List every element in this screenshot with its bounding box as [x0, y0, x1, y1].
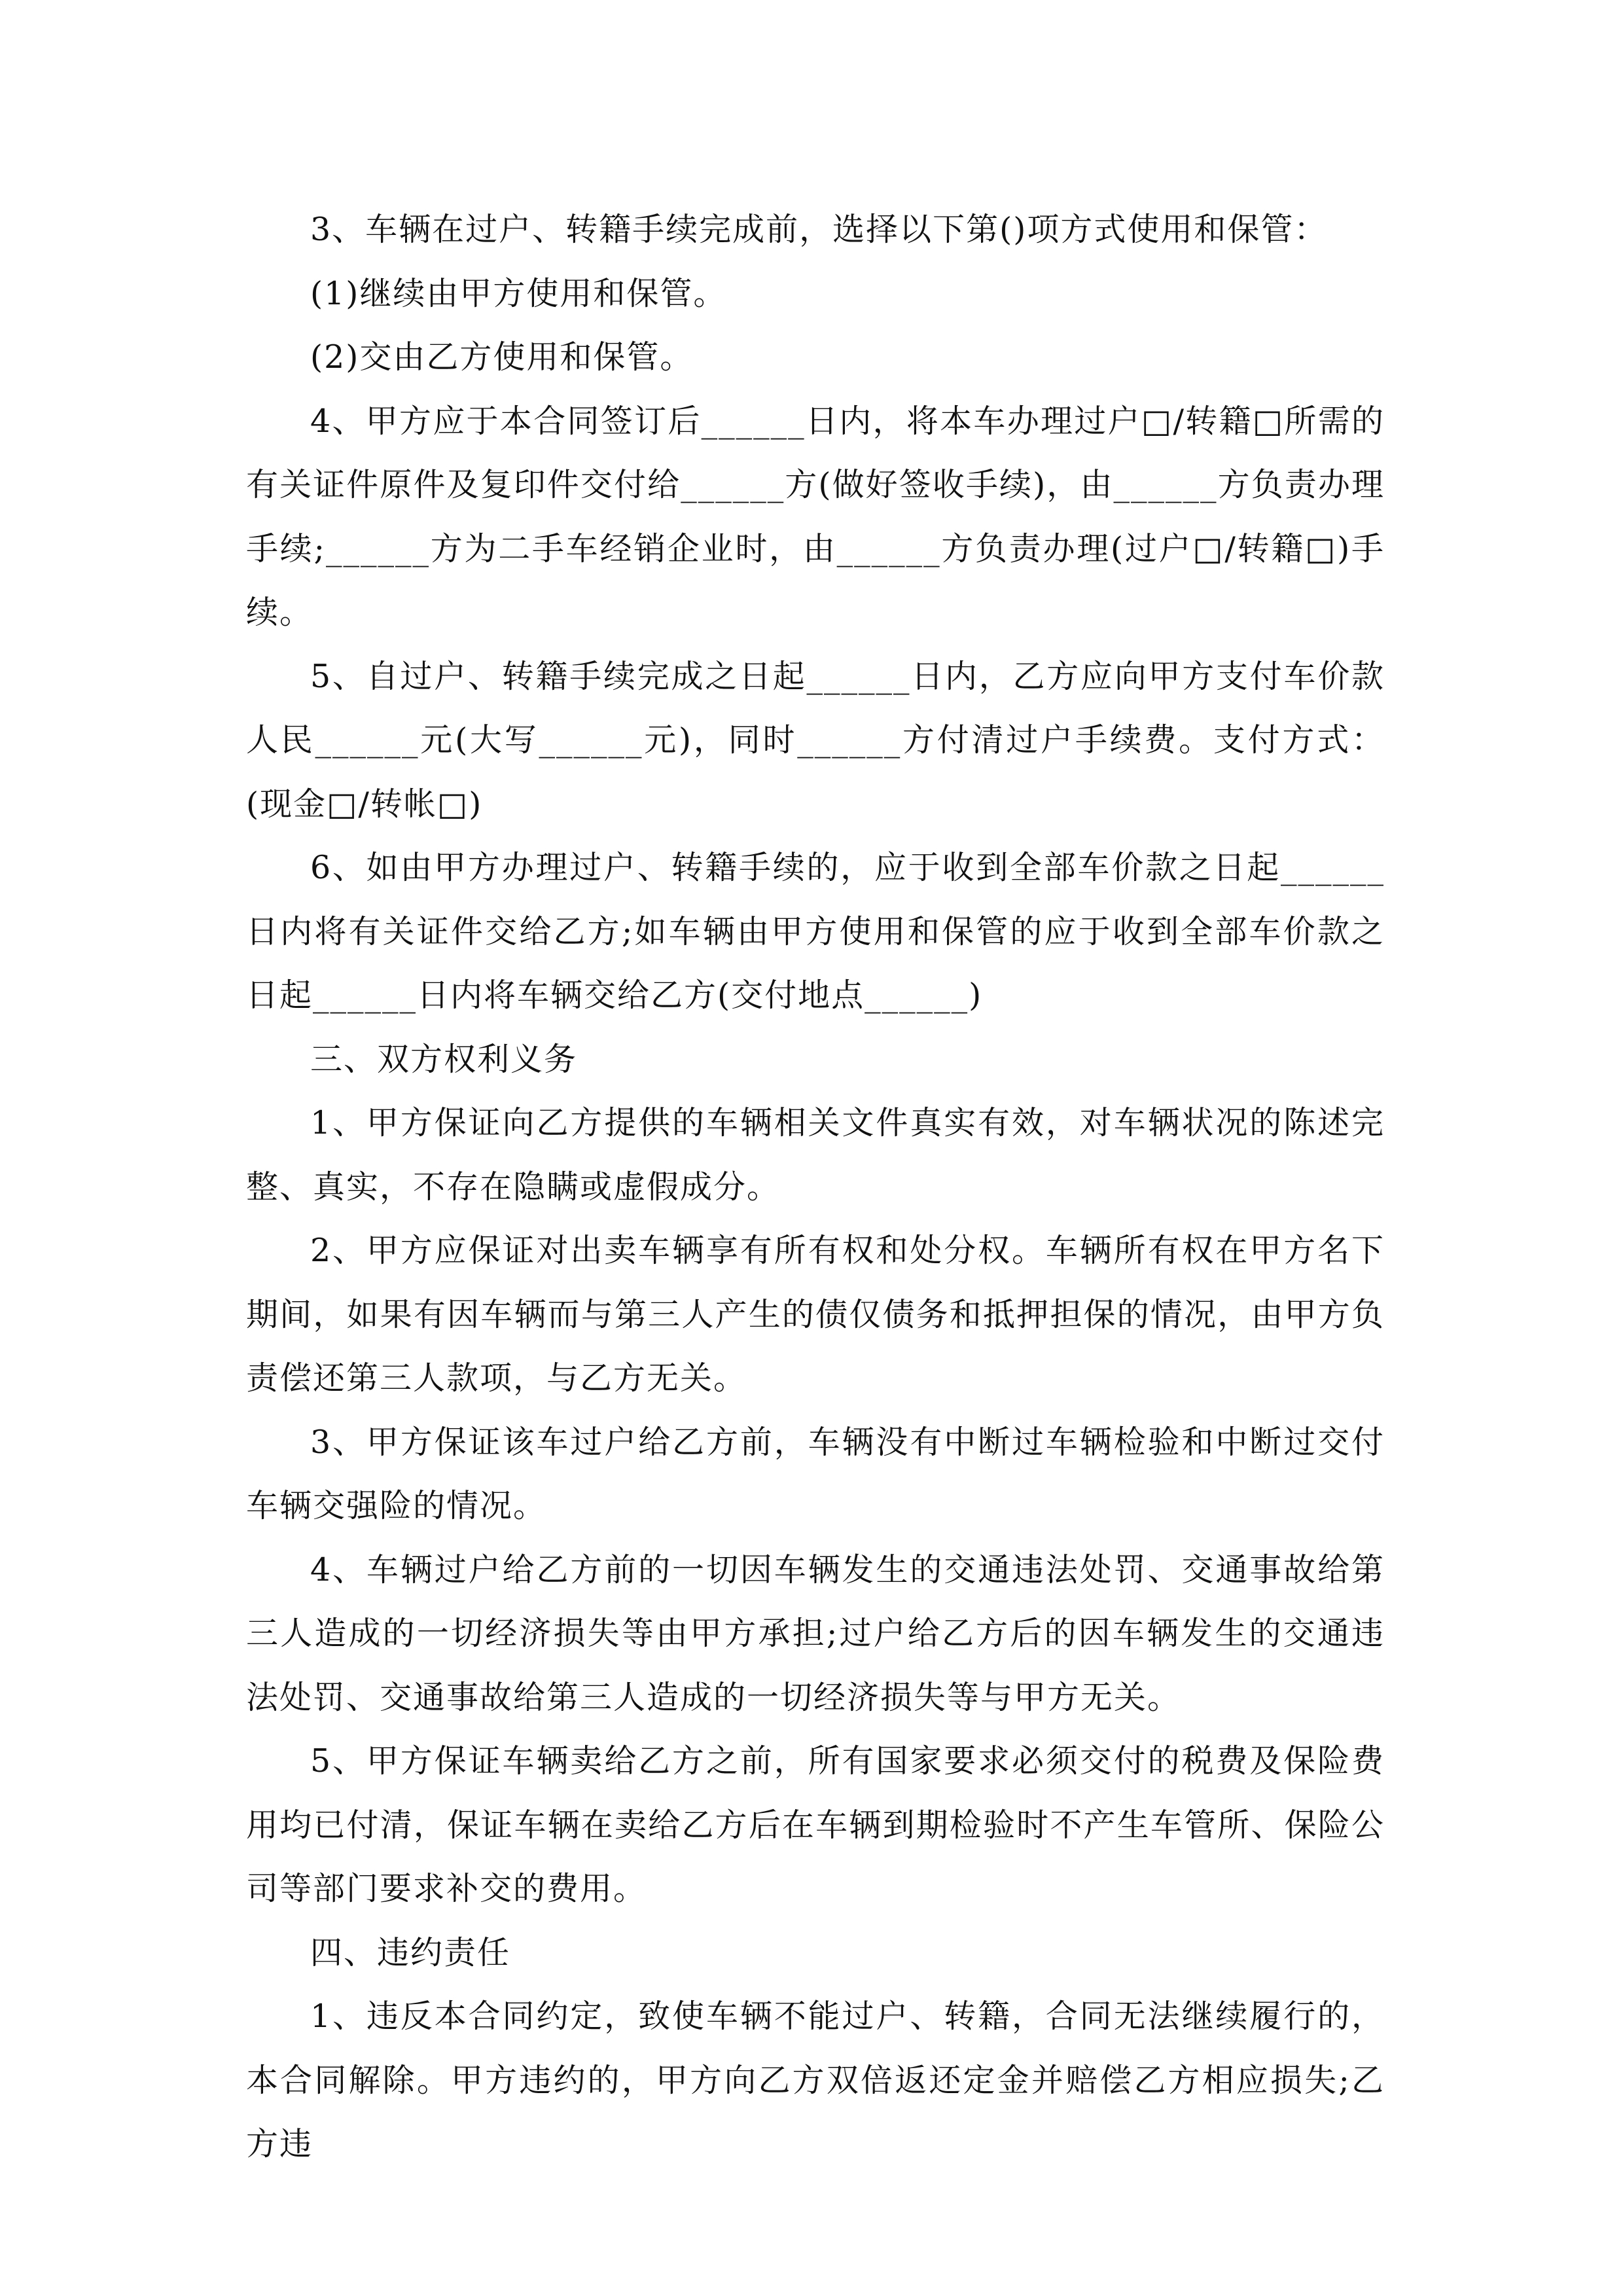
obligation-2: 2、甲方应保证对出卖车辆享有所有权和处分权。车辆所有权在甲方名下期间，如果有因车辆而与第三人产生的债仅债务和抵押担保的情况，由甲方负责偿还第三人款项，与乙方无关。 — [246, 1232, 1385, 1397]
option-1: (1)继续由甲方使用和保管。 — [310, 274, 727, 312]
obligation-1: 1、甲方保证向乙方提供的车辆相关文件真实有效，对车辆状况的陈述完整、真实，不存在隐瞒或虚假成分。 — [246, 1104, 1385, 1206]
liability-1: 1、违反本合同约定，致使车辆不能过户、转籍，合同无法继续履行的，本合同解除。甲方违约的，甲方向乙方双倍返还定金并赔偿乙方相应损失;乙方违 — [246, 1998, 1385, 2162]
clause-5-payment: 5、自过户、转籍手续完成之日起______日内，乙方应向甲方支付车价款人民______元(大写______元)，同时______方付清过户手续费。支付方式：(现金□/转帐□) — [246, 657, 1385, 823]
obligation-4: 4、车辆过户给乙方前的一切因车辆发生的交通违法处罚、交通事故给第三人造成的一切经济损失等由甲方承担;过户给乙方后的因车辆发生的交通违法处罚、交通事故给第三人造成的一切经济损失等与甲方无关。 — [246, 1551, 1385, 1716]
clause-4-documents: 4、甲方应于本合同签订后______日内，将本车办理过户□/转籍□所需的有关证件原件及复印件交付给______方(做好签收手续)，由______方负责办理手续;______方为二手车经销企业时，由______方负责办理(过户□/转籍□)手续。 — [246, 402, 1385, 631]
clause-3-usage-options: 3、车辆在过户、转籍手续完成前，选择以下第()项方式使用和保管： — [310, 211, 1328, 248]
document-body — [246, 198, 1385, 2176]
clause-6-delivery: 6、如由甲方办理过户、转籍手续的，应于收到全部车价款之日起______日内将有关证件交给乙方;如车辆由甲方使用和保管的应于收到全部车价款之日起______日内将车辆交给乙方(交付地点______) — [246, 849, 1385, 1014]
section-heading-rights-obligations: 三、双方权利义务 — [310, 1040, 578, 1078]
section-heading-liability: 四、违约责任 — [310, 1933, 511, 1971]
option-2: (2)交由乙方使用和保管。 — [310, 338, 694, 376]
obligation-5: 5、甲方保证车辆卖给乙方之前，所有国家要求必须交付的税费及保险费用均已付清，保证车辆在卖给乙方后在车辆到期检验时不产生车管所、保险公司等部门要求补交的费用。 — [246, 1742, 1385, 1907]
obligation-3: 3、甲方保证该车过户给乙方前，车辆没有中断过车辆检验和中断过交付车辆交强险的情况。 — [246, 1423, 1385, 1524]
